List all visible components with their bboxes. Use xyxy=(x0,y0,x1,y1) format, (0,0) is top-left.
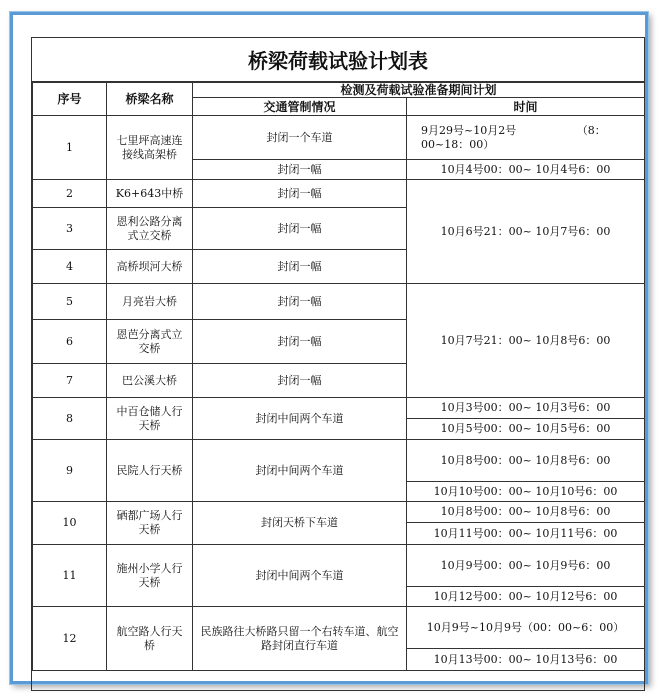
row-seq: 8 xyxy=(33,398,107,440)
row-time: 9月29号~10月2号 （8：00~18：00） xyxy=(407,116,645,160)
table-row xyxy=(33,502,645,523)
row-time: 10月10号00：00~ 10月10号6：00 xyxy=(407,482,645,502)
row-time: 10月3号00：00~ 10月3号6：00 xyxy=(407,398,645,419)
row-traffic: 封闭中间两个车道 xyxy=(193,398,407,440)
row-seq: 1 xyxy=(33,116,107,180)
row-bridge-name: 月亮岩大桥 xyxy=(107,284,193,320)
schedule-table xyxy=(32,82,645,671)
row-traffic: 封闭一幅 xyxy=(193,208,407,250)
table-container xyxy=(31,37,645,691)
row-bridge-name: 硒都广场人行天桥 xyxy=(107,502,193,545)
row-time: 10月11号00：00~ 10月11号6：00 xyxy=(407,523,645,545)
row-traffic: 封闭天桥下车道 xyxy=(193,502,407,545)
row-time: 10月8号00：00~ 10月8号6：00 xyxy=(407,502,645,523)
row-seq: 10 xyxy=(33,502,107,545)
row-traffic: 封闭一幅 xyxy=(193,250,407,284)
row-time: 10月9号00：00~ 10月9号6：00 xyxy=(407,545,645,587)
row-traffic: 封闭中间两个车道 xyxy=(193,440,407,502)
table-row xyxy=(33,180,645,208)
row-time: 10月5号00：00~ 10月5号6：00 xyxy=(407,419,645,440)
page-title: 桥梁荷载试验计划表 xyxy=(32,38,644,82)
row-time: 10月12号00：00~ 10月12号6：00 xyxy=(407,587,645,607)
row-traffic: 民族路往大桥路只留一个右转车道、航空路封闭直行车道 xyxy=(193,607,407,671)
row-seq: 5 xyxy=(33,284,107,320)
table-row xyxy=(33,116,645,160)
row-time: 10月8号00：00~ 10月8号6：00 xyxy=(407,440,645,482)
row-seq: 11 xyxy=(33,545,107,607)
row-seq: 9 xyxy=(33,440,107,502)
row-seq: 2 xyxy=(33,180,107,208)
row-bridge-name: 中百仓储人行天桥 xyxy=(107,398,193,440)
row-time-merged: 10月6号21：00~ 10月7号6：00 xyxy=(407,180,645,284)
row-bridge-name: 施州小学人行天桥 xyxy=(107,545,193,607)
table-row xyxy=(33,284,645,320)
row-bridge-name: 恩芭分离式立交桥 xyxy=(107,320,193,364)
row-bridge-name: 高桥坝河大桥 xyxy=(107,250,193,284)
row-traffic: 封闭一个车道 xyxy=(193,116,407,160)
row-bridge-name: 航空路人行天桥 xyxy=(107,607,193,671)
row-bridge-name: 民院人行天桥 xyxy=(107,440,193,502)
row-time-merged: 10月7号21：00~ 10月8号6：00 xyxy=(407,284,645,398)
row-traffic: 封闭一幅 xyxy=(193,320,407,364)
row-time: 10月4号00：00~ 10月4号6：00 xyxy=(407,160,645,180)
row-seq: 3 xyxy=(33,208,107,250)
header-traffic: 交通管制情况 xyxy=(193,98,407,116)
row-traffic: 封闭一幅 xyxy=(193,160,407,180)
document-frame xyxy=(10,12,648,684)
table-row xyxy=(33,440,645,482)
row-seq: 12 xyxy=(33,607,107,671)
header-row-1 xyxy=(33,83,645,98)
row-seq: 7 xyxy=(33,364,107,398)
row-traffic: 封闭一幅 xyxy=(193,180,407,208)
row-bridge-name: K6+643中桥 xyxy=(107,180,193,208)
row-traffic: 封闭一幅 xyxy=(193,284,407,320)
header-seq: 序号 xyxy=(33,83,107,116)
table-row xyxy=(33,398,645,419)
header-bridge-name: 桥梁名称 xyxy=(107,83,193,116)
row-seq: 6 xyxy=(33,320,107,364)
table-row xyxy=(33,607,645,649)
header-plan-group: 检测及荷载试验准备期间计划 xyxy=(193,83,645,98)
row-bridge-name: 七里坪高速连接线高架桥 xyxy=(107,116,193,180)
row-traffic: 封闭中间两个车道 xyxy=(193,545,407,607)
row-bridge-name: 巴公溪大桥 xyxy=(107,364,193,398)
header-time: 时间 xyxy=(407,98,645,116)
row-bridge-name: 恩利公路分离式立交桥 xyxy=(107,208,193,250)
row-seq: 4 xyxy=(33,250,107,284)
row-traffic: 封闭一幅 xyxy=(193,364,407,398)
table-row xyxy=(33,545,645,587)
row-time: 10月13号00：00~ 10月13号6：00 xyxy=(407,649,645,671)
row-time: 10月9号~10月9号（00：00~6：00） xyxy=(407,607,645,649)
